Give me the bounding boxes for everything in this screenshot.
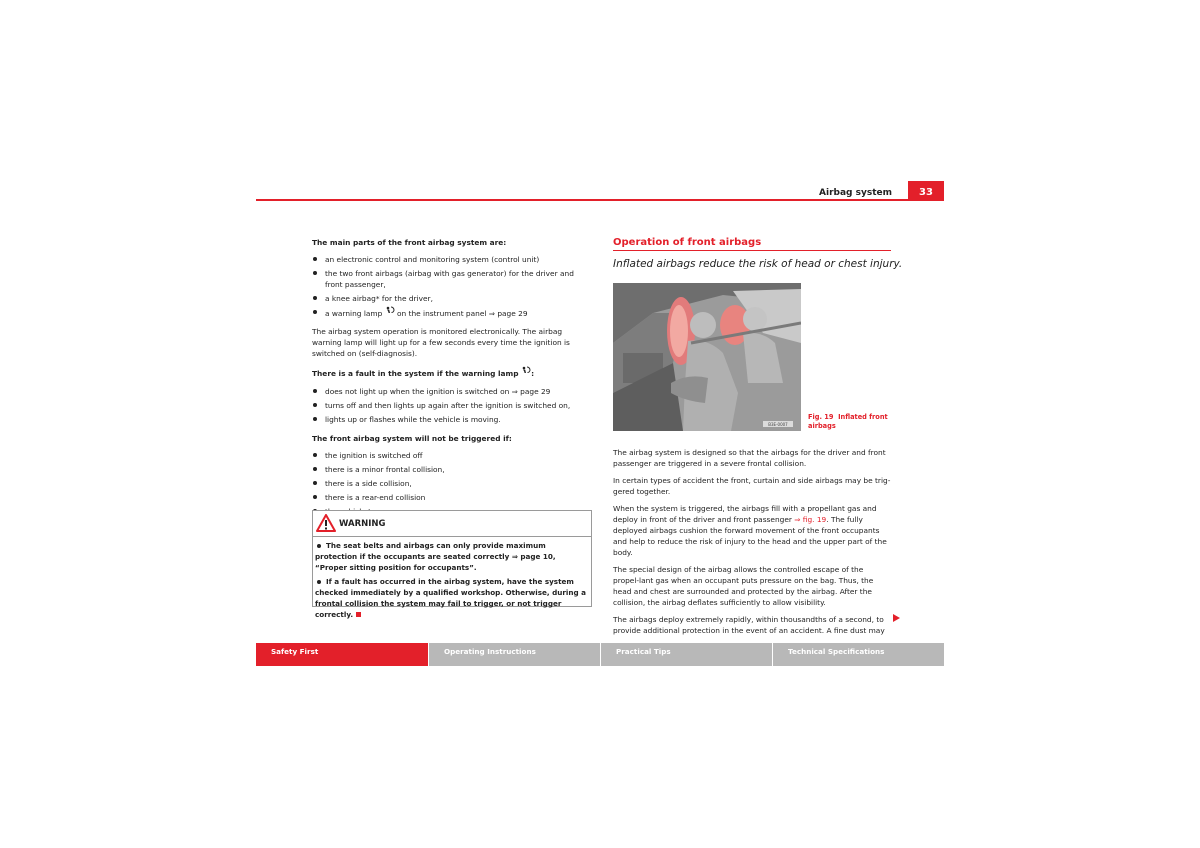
left-column xyxy=(312,237,590,523)
warning-box xyxy=(312,510,592,619)
bullet-icon xyxy=(317,544,321,548)
figure-code: B3E-0007 xyxy=(768,422,788,427)
list-item: turns off and then lights up again after the ignition is switched on, xyxy=(312,400,590,411)
bullet-icon xyxy=(317,580,321,584)
not-triggered-heading: The front airbag system will not be triggered if: xyxy=(312,434,512,443)
right-column-body xyxy=(613,447,891,642)
warning-paragraph xyxy=(315,576,589,620)
tab-operating-instructions[interactable]: Operating Instructions xyxy=(429,643,600,666)
body-paragraph xyxy=(613,503,891,558)
airbag-warning-lamp-icon xyxy=(521,366,531,379)
main-parts-list xyxy=(312,254,590,320)
running-header-title: Airbag system xyxy=(819,188,892,198)
body-text: When the system is triggered, the airbags fill with a propellant gas and deploy in front of the driver and front passenger xyxy=(613,504,877,524)
fault-list xyxy=(312,386,590,425)
monitoring-paragraph: The airbag system operation is monitored electronically. The airbag warning lamp will light up for a few seconds every time the ignition is switched on (self-diagnosis). xyxy=(312,327,570,358)
list-item: lights up or flashes while the vehicle is moving. xyxy=(312,414,590,425)
warning-title: WARNING xyxy=(339,519,386,529)
warning-body xyxy=(313,537,591,620)
list-item: an electronic control and monitoring system (control unit) xyxy=(312,254,590,265)
section-rule xyxy=(613,250,891,251)
figure-caption-label: Fig. 19 xyxy=(808,413,834,421)
fault-heading-text: There is a fault in the system if the warning lamp xyxy=(312,369,519,378)
tab-safety-first[interactable]: Safety First xyxy=(256,643,428,666)
warning-text: The seat belts and airbags can only provide maximum protection if the occupants are seated correctly ⇒ page 10, “Proper sitting position for occupants”. xyxy=(315,541,556,572)
figure-reference-link[interactable]: ⇒ fig. 19 xyxy=(794,515,827,524)
list-item: the two front airbags (airbag with gas generator) for the driver and front passenger, xyxy=(312,268,590,290)
body-paragraph: In certain types of accident the front, curtain and side airbags may be trig-gered together. xyxy=(613,476,891,496)
figure-inflated-airbags xyxy=(613,283,801,431)
list-item: does not light up when the ignition is switched on ⇒ page 29 xyxy=(312,386,590,397)
list-item: there is a rear-end collision xyxy=(312,492,590,503)
figure-caption-text: Inflated front airbags xyxy=(808,413,888,430)
tab-technical-specifications[interactable]: Technical Specifications xyxy=(773,643,944,666)
warning-triangle-icon xyxy=(316,514,336,532)
section-subtitle: Inflated airbags reduce the risk of head or chest injury. xyxy=(613,258,903,270)
main-parts-heading: The main parts of the front airbag system are: xyxy=(312,238,507,247)
warning-paragraph xyxy=(315,540,589,573)
list-item: a knee airbag* for the driver, xyxy=(312,293,590,304)
body-paragraph: The special design of the airbag allows the controlled escape of the propel-lant gas when an occupant puts pressure on the bag. Thus, the head and chest are surrounded and protected by the airbag. After the collision, the airbag deflates sufficiently to allow visibility. xyxy=(613,565,874,607)
fault-heading-colon: : xyxy=(531,369,535,378)
list-item-text: on the instrument panel ⇒ page 29 xyxy=(397,309,528,318)
body-paragraph: The airbags deploy extremely rapidly, within thousandths of a second, to provide additional protection in the event of an accident. A fine dust may xyxy=(613,615,885,635)
header-rule xyxy=(256,199,944,201)
list-item: there is a minor frontal collision, xyxy=(312,464,590,475)
figure-caption xyxy=(808,413,898,431)
body-text: . The fully deployed airbags cushion the forward movement of the front occupants and help to reduce the risk of injury to the head and the upper part of the body. xyxy=(613,515,887,557)
list-item: the ignition is switched off xyxy=(312,450,590,461)
tab-practical-tips[interactable]: Practical Tips xyxy=(601,643,772,666)
airbag-warning-lamp-icon xyxy=(385,306,395,319)
section-title: Operation of front airbags xyxy=(613,237,762,248)
warning-header xyxy=(313,511,591,537)
fault-heading xyxy=(312,367,590,380)
not-triggered-list xyxy=(312,450,590,517)
body-paragraph: The airbag system is designed so that the airbags for the driver and front passenger are triggered in a severe frontal collision. xyxy=(613,448,886,468)
airbag-illustration xyxy=(613,283,801,431)
warning-text: If a fault has occurred in the airbag system, have the system checked immediately by a qualified workshop. Otherwise, during a frontal collision the system may fail to trigger, or not trigger correctly. xyxy=(315,577,587,619)
list-item: there is a side collision, xyxy=(312,478,590,489)
list-item xyxy=(312,307,590,320)
list-item-text: a warning lamp xyxy=(325,309,383,318)
page-number: 33 xyxy=(908,181,944,201)
continue-arrow-icon xyxy=(893,614,900,622)
section-end-icon xyxy=(356,612,361,617)
